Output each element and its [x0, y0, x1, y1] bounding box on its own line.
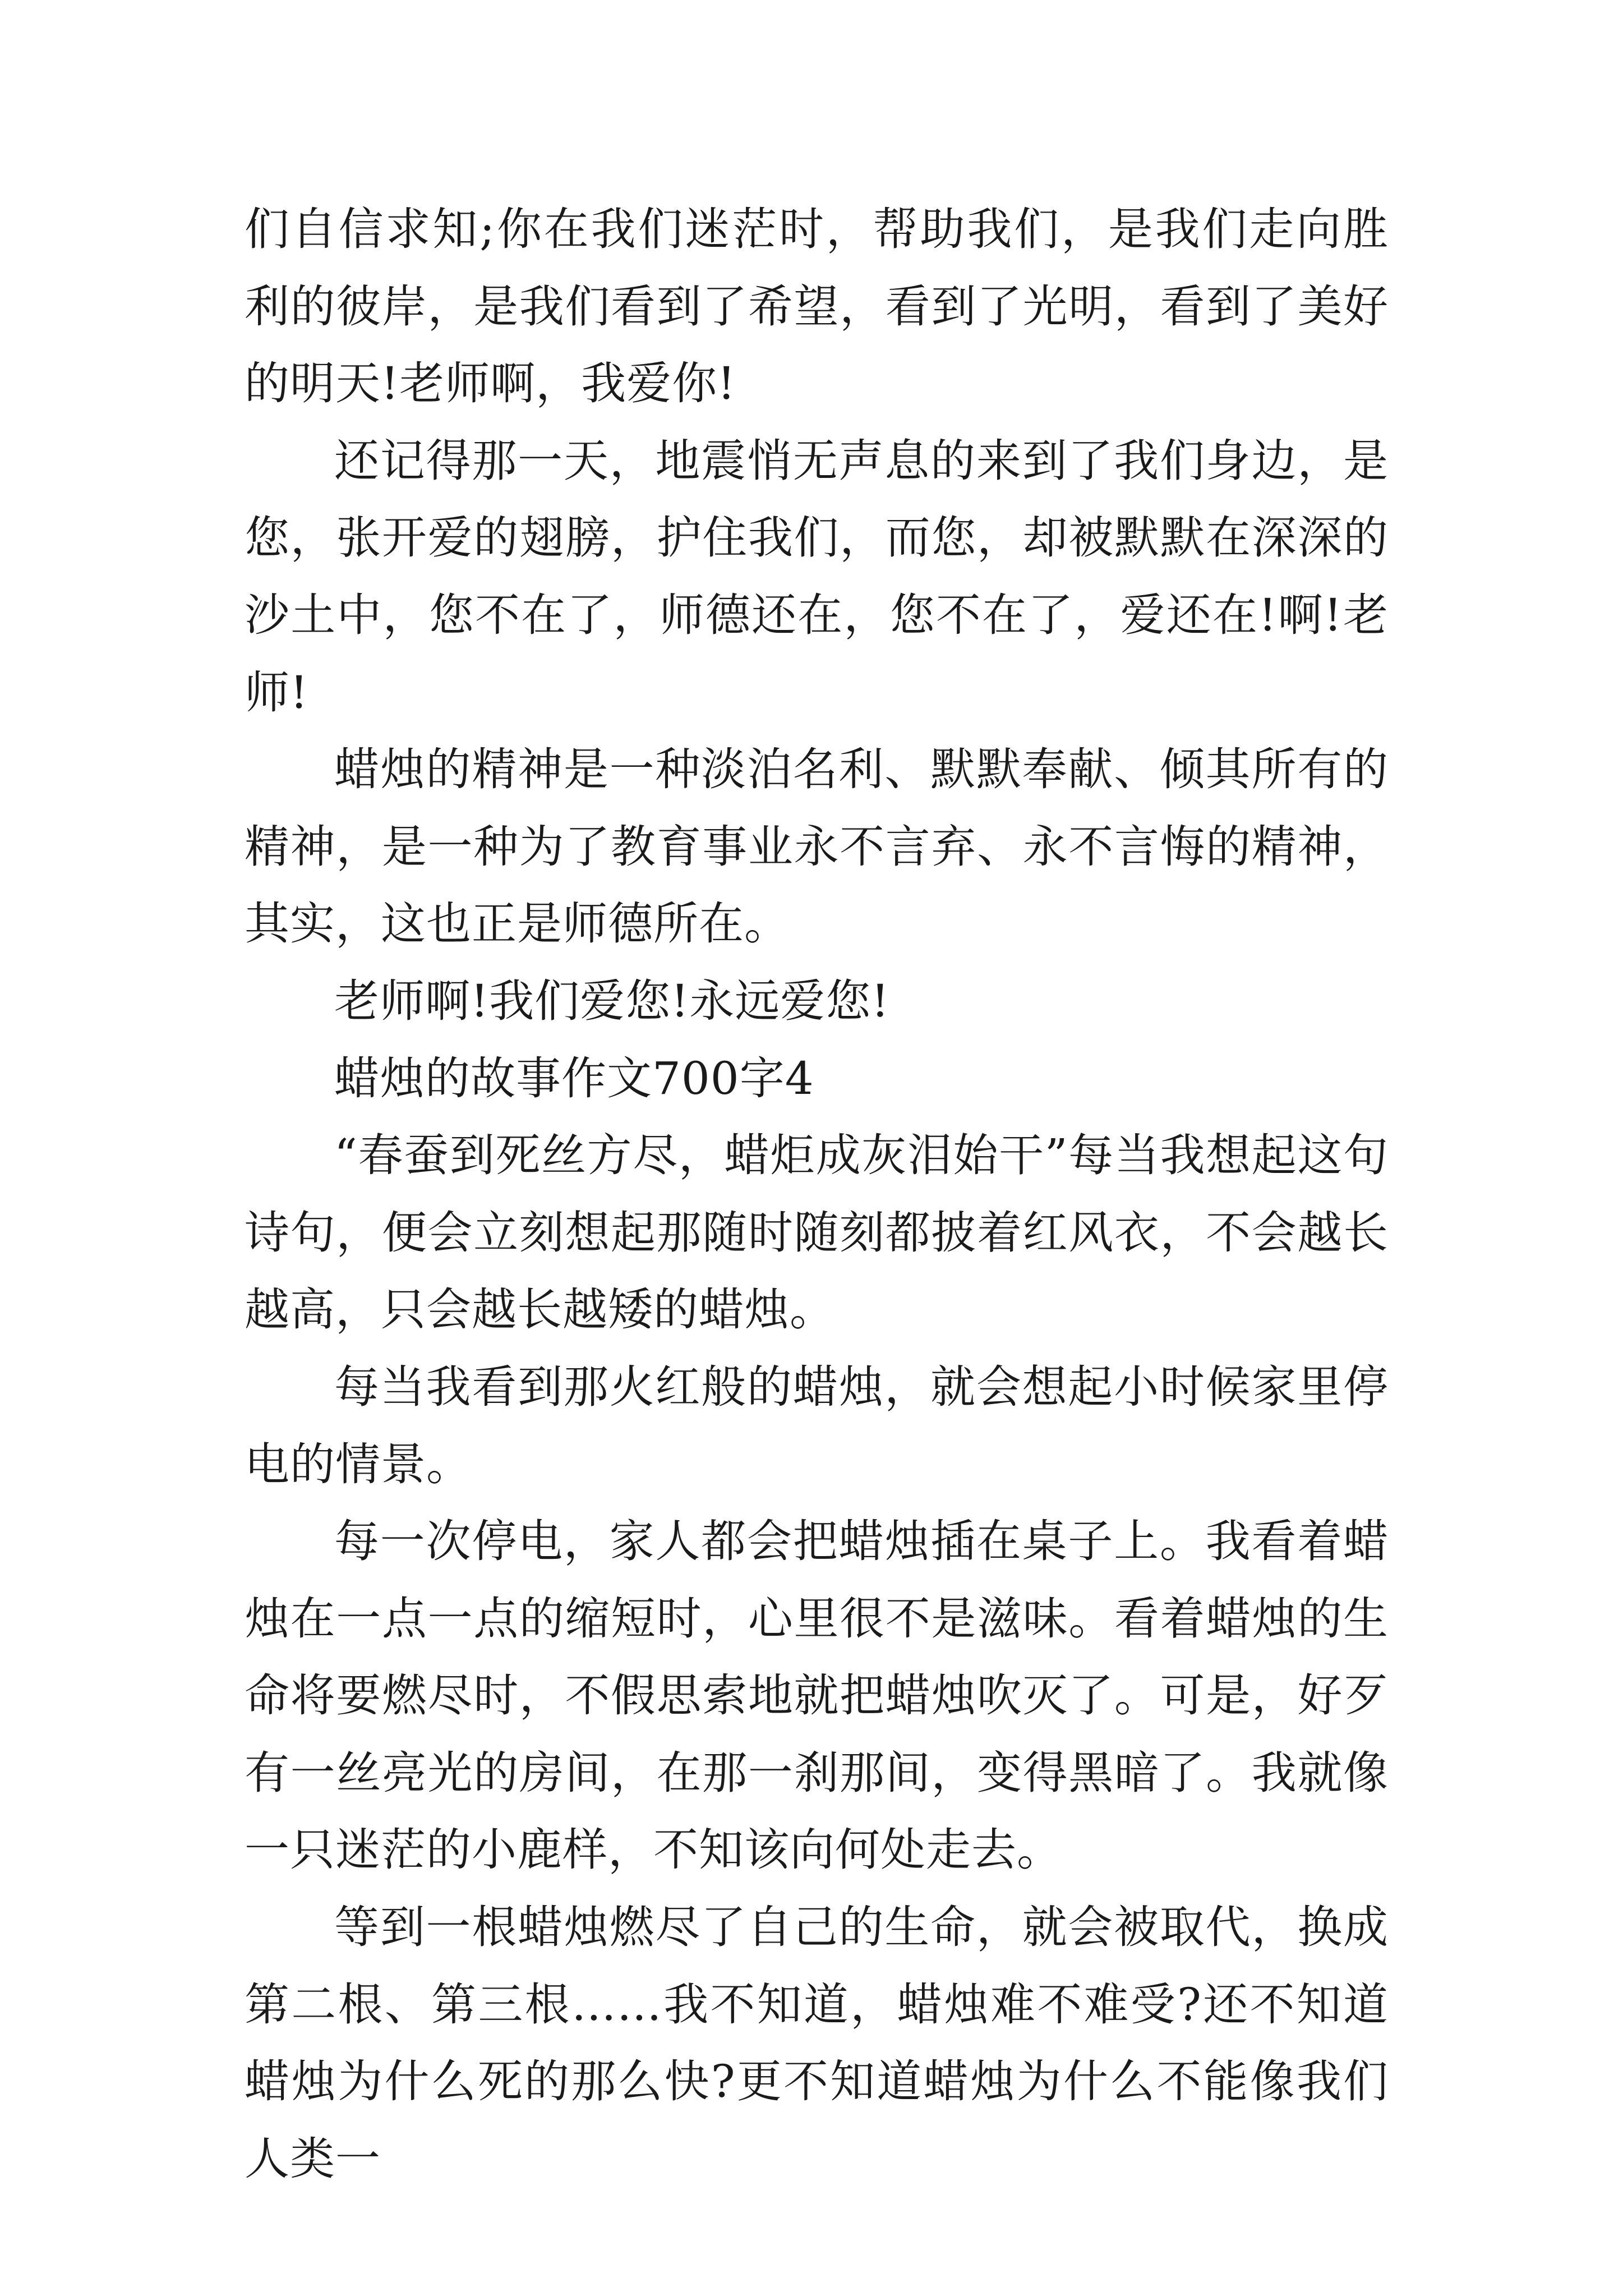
section-heading: 蜡烛的故事作文700字4 — [334, 1052, 814, 1105]
paragraph-2: 还记得那一天，地震悄无声息的来到了我们身边，是您，张开爱的翅膀，护住我们，而您，却被默默在深深的沙土中，您不在了，师德还在，您不在了，爱还在!啊!老师! — [245, 434, 1389, 719]
paragraph-1: 们自信求知;你在我们迷茫时，帮助我们，是我们走向胜利的彼岸，是我们看到了希望，看到了光明，看到了美好的明天!老师啊，我爱你! — [245, 203, 1389, 410]
paragraph-4: 老师啊!我们爱您!永远爱您! — [334, 974, 890, 1027]
paragraph-3: 蜡烛的精神是一种淡泊名利、默默奉献、倾其所有的精神，是一种为了教育事业永不言弃、永不言悔的精神，其实，这也正是师德所在。 — [245, 743, 1389, 950]
document-body — [245, 191, 1389, 2197]
paragraph-9: 等到一根蜡烛燃尽了自己的生命，就会被取代，换成第二根、第三根……我不知道，蜡烛难不难受?还不知道蜡烛为什么死的那么快?更不知道蜡烛为什么不能像我们人类一 — [245, 1901, 1389, 2185]
paragraph-7: 每当我看到那火红般的蜡烛，就会想起小时候家里停电的情景。 — [245, 1360, 1389, 1490]
paragraph-8: 每一次停电，家人都会把蜡烛插在桌子上。我看着蜡烛在一点一点的缩短时，心里很不是滋味。看着蜡烛的生命将要燃尽时，不假思索地就把蜡烛吹灭了。可是，好歹有一丝亮光的房间，在那一刹那间，变得黑暗了。我就像一只迷茫的小鹿样，不知该向何处走去。 — [245, 1515, 1389, 1876]
paragraph-6: “春蚕到死丝方尽，蜡炬成灰泪始干”每当我想起这句诗句，便会立刻想起那随时随刻都披着红风衣，不会越长越高，只会越长越矮的蜡烛。 — [245, 1129, 1389, 1336]
